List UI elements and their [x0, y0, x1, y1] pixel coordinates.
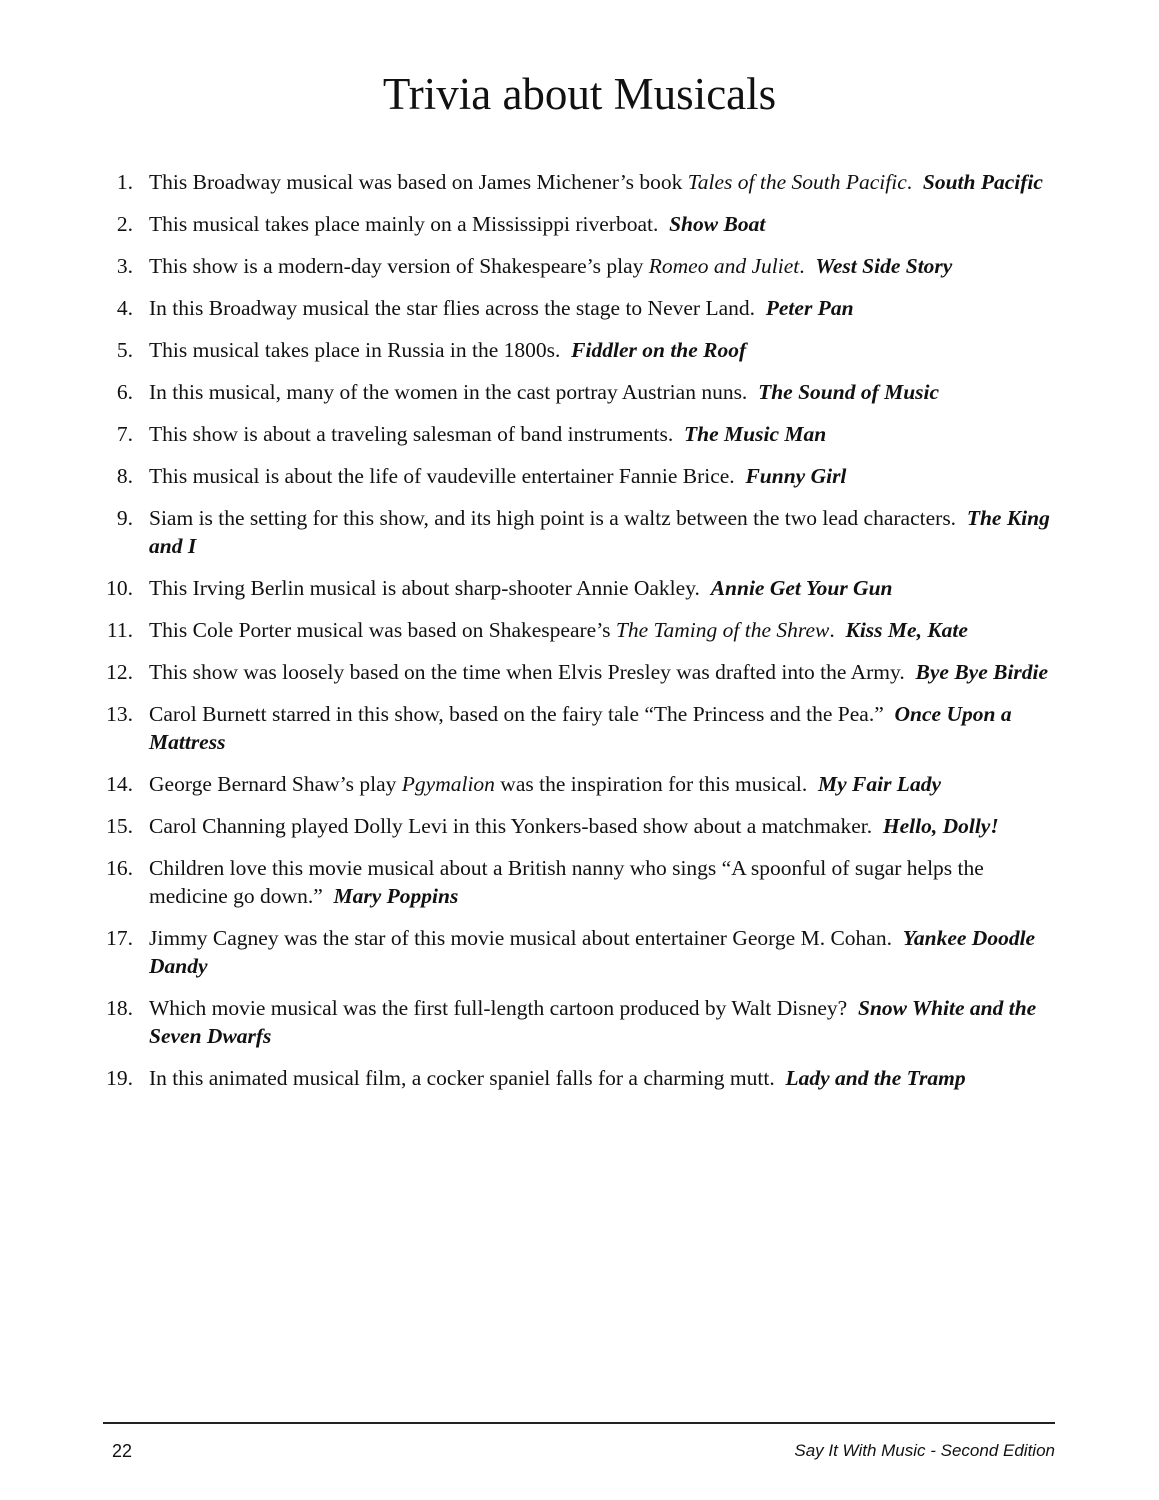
- item-number: 10.: [106, 576, 133, 600]
- item-number: 5.: [116, 338, 133, 362]
- question-text: This musical is about the life of vaudeville entertainer Fannie Brice.: [149, 464, 735, 488]
- trivia-item: [95, 210, 1055, 238]
- item-number: 15.: [106, 814, 133, 838]
- trivia-item: [95, 616, 1055, 644]
- question-text: Carol Burnett starred in this show, based on the fairy tale “The Princess and the Pea.”: [149, 702, 884, 726]
- item-number: 18.: [106, 996, 133, 1020]
- question-text: In this musical, many of the women in the cast portray Austrian nuns.: [149, 380, 748, 404]
- trivia-item: [95, 420, 1055, 448]
- trivia-item: [95, 924, 1055, 980]
- answer: The King and I: [149, 506, 1050, 558]
- answer: Annie Get Your Gun: [710, 576, 893, 600]
- answer: The Sound of Music: [758, 380, 940, 404]
- trivia-item: [95, 168, 1055, 196]
- answer: Hello, Dolly!: [882, 814, 999, 838]
- answer: Peter Pan: [765, 296, 854, 320]
- item-number: 12.: [106, 660, 133, 684]
- question-text: This show is about a traveling salesman of band instruments.: [149, 422, 674, 446]
- trivia-item: [95, 252, 1055, 280]
- question-text: This musical takes place in Russia in the 1800s.: [149, 338, 561, 362]
- item-number: 3.: [116, 254, 133, 278]
- question-text: Carol Channing played Dolly Levi in this Yonkers-based show about a matchmaker.: [149, 814, 873, 838]
- item-number: 13.: [106, 702, 133, 726]
- trivia-item: [95, 504, 1055, 560]
- work-title: Pgymalion: [401, 772, 495, 796]
- page-title: Trivia about Musicals: [382, 69, 777, 119]
- trivia-item: [95, 336, 1055, 364]
- question-text: In this Broadway musical the star flies across the stage to Never Land.: [149, 296, 755, 320]
- item-number: 16.: [106, 856, 133, 880]
- item-number: 6.: [116, 380, 133, 404]
- question-text: In this animated musical film, a cocker spaniel falls for a charming mutt.: [149, 1066, 775, 1090]
- answer: West Side Story: [815, 254, 953, 278]
- item-number: 11.: [106, 618, 133, 642]
- item-number: 8.: [116, 464, 133, 488]
- answer: Yankee Doodle Dandy: [149, 926, 1036, 978]
- question-text: Jimmy Cagney was the star of this movie musical about entertainer George M. Cohan.: [149, 926, 892, 950]
- item-number: 19.: [106, 1066, 133, 1090]
- question-text: Siam is the setting for this show, and its high point is a waltz between the two lead characters.: [149, 506, 957, 530]
- work-title: Tales of the South Pacific: [687, 170, 907, 194]
- answer: Once Upon a Mattress: [149, 702, 1012, 754]
- question-text: This Broadway musical was based on James Michener’s book: [149, 170, 688, 194]
- item-number: 17.: [106, 926, 133, 950]
- trivia-item: [95, 658, 1055, 686]
- question-text: Children love this movie musical about a British nanny who sings “A spoonful of sugar helps the medicine go down.”: [149, 856, 984, 908]
- trivia-item: [95, 854, 1055, 910]
- question-text: was the inspiration for this musical.: [494, 772, 808, 796]
- question-text: This musical takes place mainly on a Mississippi riverboat.: [149, 212, 659, 236]
- trivia-list: [95, 168, 1055, 1106]
- question-text: This show is a modern-day version of Shakespeare’s play: [149, 254, 649, 278]
- answer: Kiss Me, Kate: [845, 618, 968, 642]
- trivia-item: [95, 700, 1055, 756]
- work-title: Romeo and Juliet: [648, 254, 800, 278]
- trivia-item: [95, 462, 1055, 490]
- question-text: Which movie musical was the first full-length cartoon produced by Walt Disney?: [149, 996, 848, 1020]
- answer: Funny Girl: [745, 464, 847, 488]
- answer: Bye Bye Birdie: [915, 660, 1049, 684]
- answer: My Fair Lady: [817, 772, 941, 796]
- item-number: 7.: [116, 422, 133, 446]
- book-title: Say It With Music - Second Edition: [794, 1441, 1055, 1460]
- trivia-item: [95, 994, 1055, 1050]
- page-number: 22: [112, 1441, 133, 1461]
- answer: Mary Poppins: [333, 884, 459, 908]
- item-number: 1.: [116, 170, 133, 194]
- trivia-item: [95, 1064, 1055, 1092]
- item-number: 2.: [116, 212, 133, 236]
- answer: Lady and the Tramp: [785, 1066, 966, 1090]
- trivia-item: [95, 378, 1055, 406]
- answer: Fiddler on the Roof: [571, 338, 747, 362]
- answer: Show Boat: [669, 212, 766, 236]
- question-text: George Bernard Shaw’s play: [149, 772, 402, 796]
- trivia-item: [95, 574, 1055, 602]
- question-text: .: [906, 170, 913, 194]
- trivia-item: [95, 770, 1055, 798]
- item-number: 4.: [116, 296, 133, 320]
- question-text: .: [799, 254, 805, 278]
- answer: Snow White and the Seven Dwarfs: [149, 996, 1037, 1048]
- question-text: This Cole Porter musical was based on Shakespeare’s: [149, 618, 616, 642]
- footer-divider: [103, 1422, 1055, 1424]
- trivia-item: [95, 294, 1055, 322]
- item-number: 9.: [116, 506, 133, 530]
- question-text: This Irving Berlin musical is about sharp-shooter Annie Oakley.: [149, 576, 700, 600]
- item-number: 14.: [106, 772, 133, 796]
- trivia-item: [95, 812, 1055, 840]
- question-text: .: [829, 618, 835, 642]
- question-text: This show was loosely based on the time when Elvis Presley was drafted into the Army.: [149, 660, 905, 684]
- work-title: The Taming of the Shrew: [615, 618, 830, 642]
- answer: The Music Man: [684, 422, 827, 446]
- answer: South Pacific: [922, 170, 1043, 194]
